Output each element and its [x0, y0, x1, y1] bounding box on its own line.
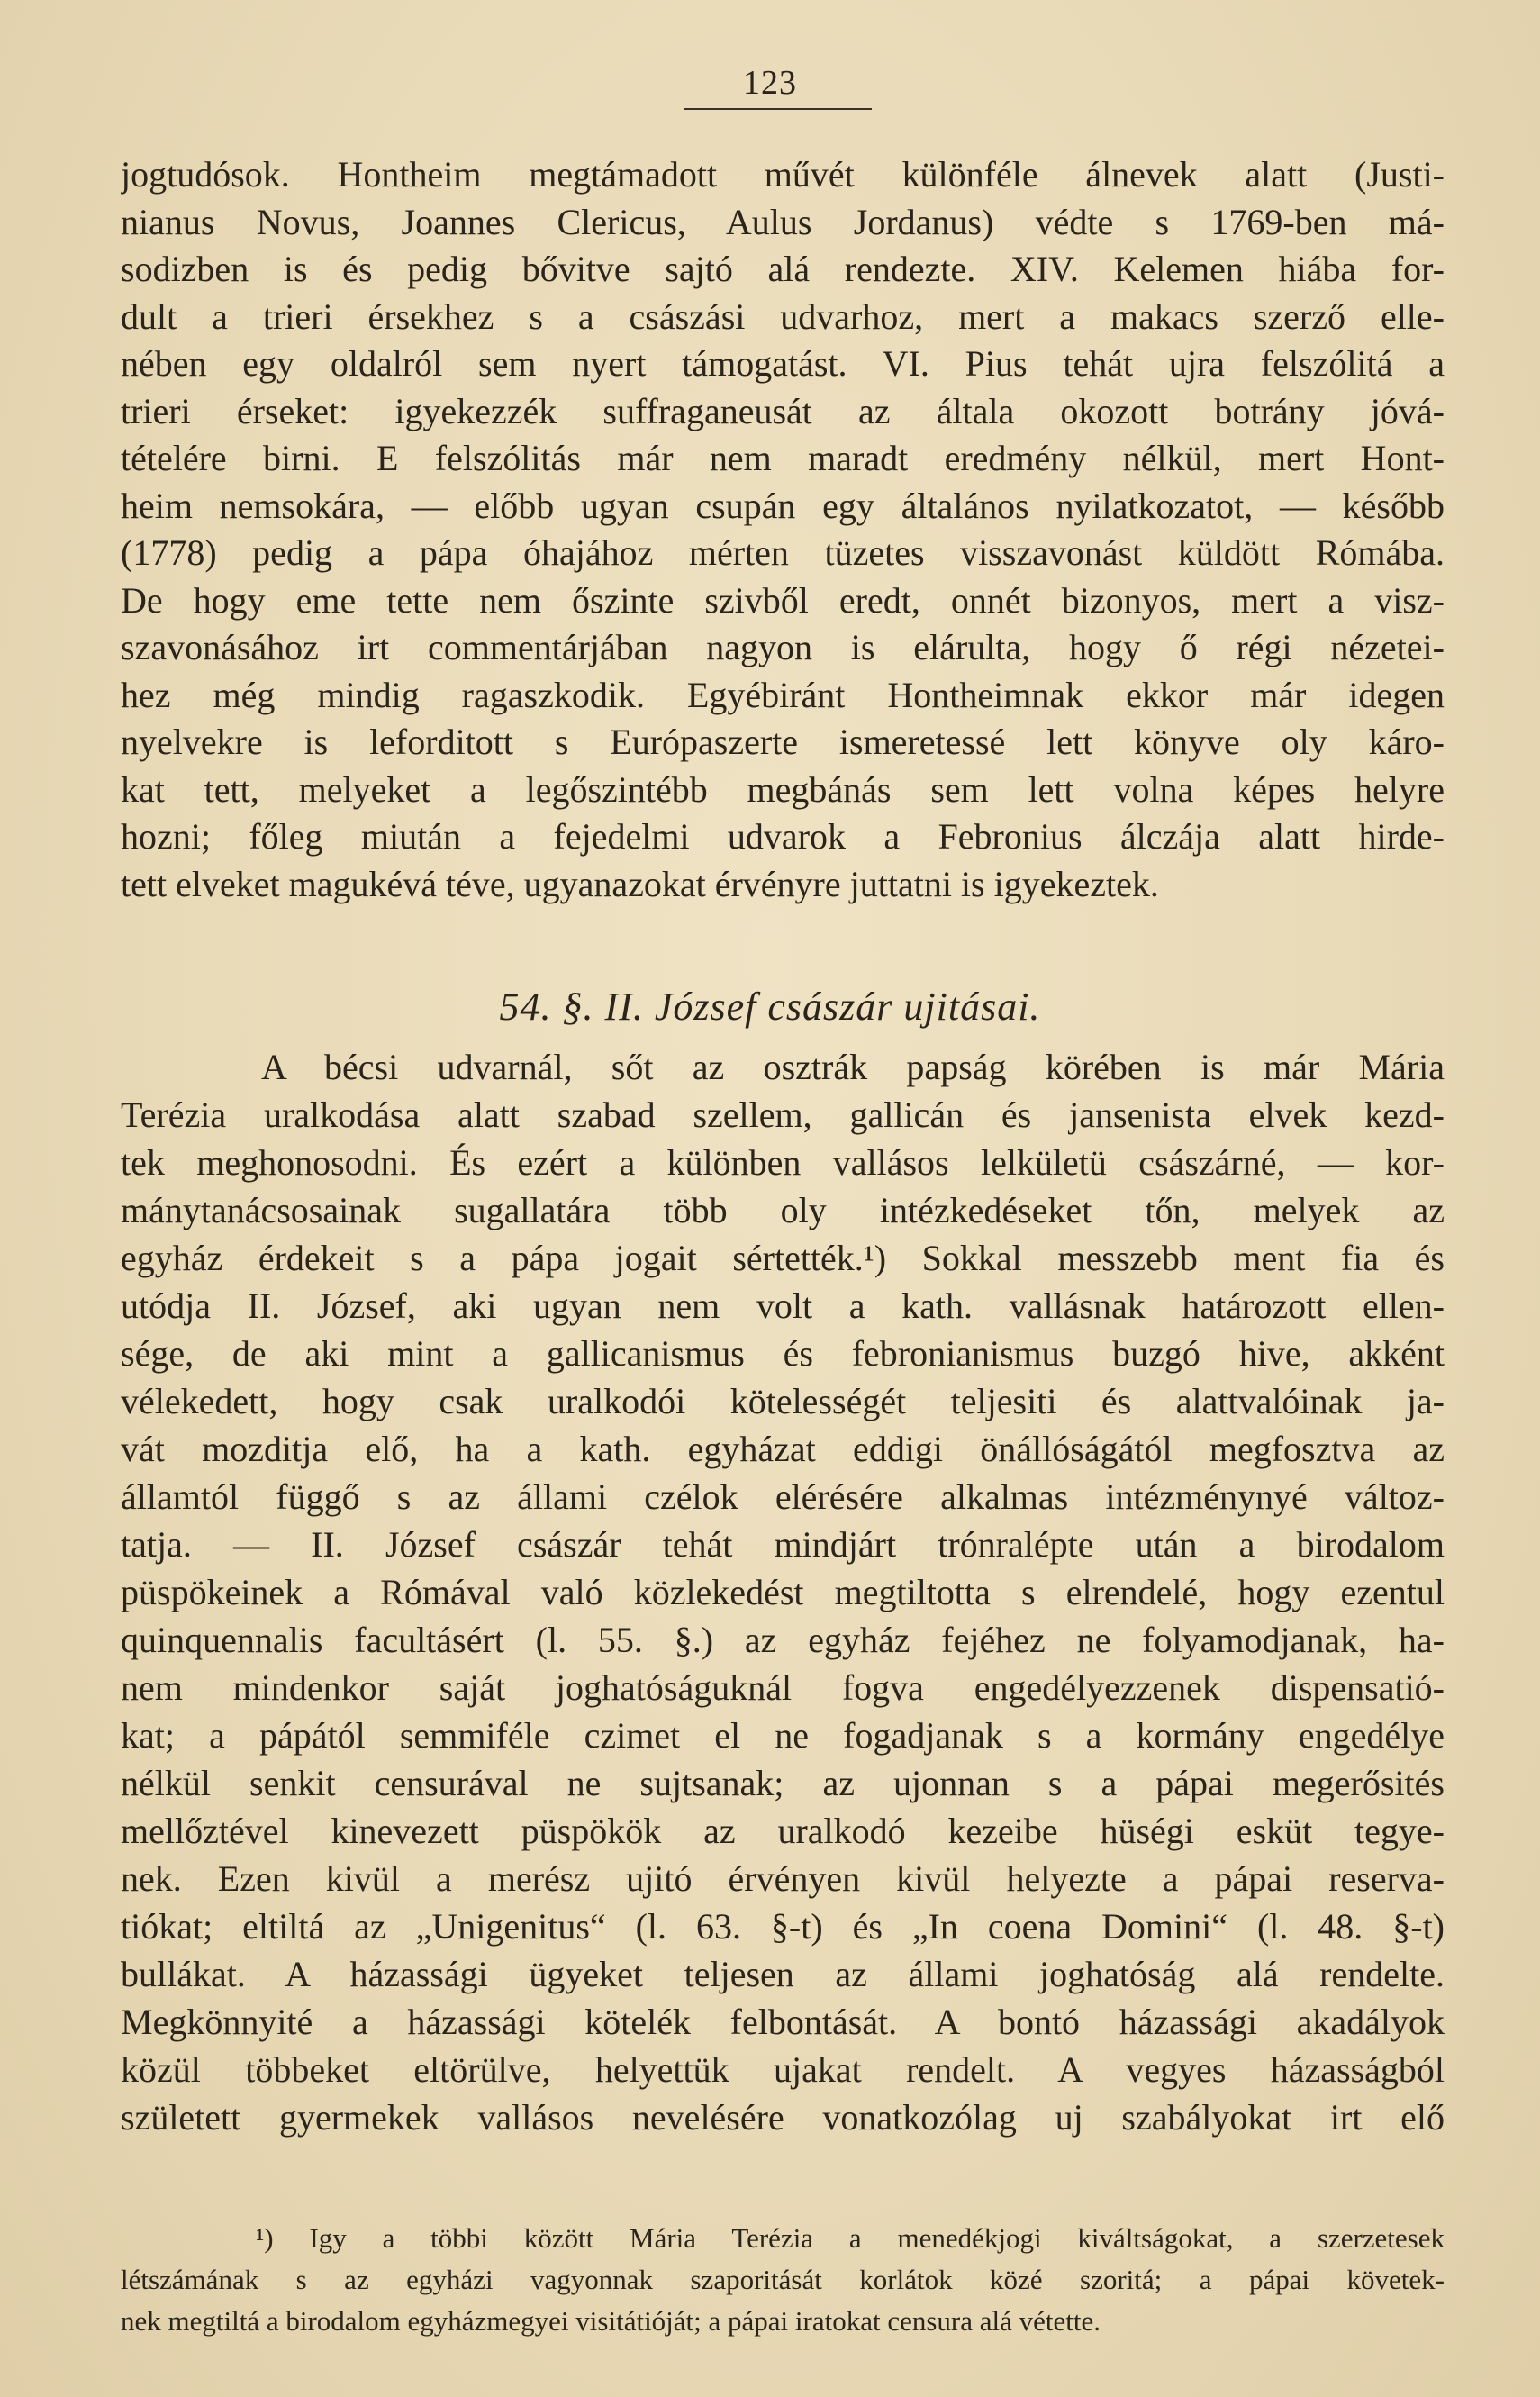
- text-line: nem mindenkor saját joghatóságuknál fogva engedélyezzenek dispensatió-: [121, 1667, 1445, 1708]
- text-line: nében egy oldalról sem nyert támogatást. VI. Pius tehát ujra felszólitá a: [121, 343, 1445, 384]
- text-line: hez még mindig ragaszkodik. Egyébiránt Hontheimnak ekkor már idegen: [121, 674, 1445, 715]
- footnote-line: ¹) Igy a többi között Mária Terézia a menedékjogi kiváltságokat, a szerzetesek: [256, 2222, 1445, 2254]
- text-line: Terézia uralkodása alatt szabad szellem, gallicán és jansenista elvek kezd-: [121, 1094, 1445, 1135]
- text-line: mellőztével kinevezett püspökök az uralkodó kezeibe hüségi esküt tegye-: [121, 1811, 1445, 1851]
- text-line: Megkönnyité a házassági kötelék felbontását. A bontó házassági akadályok: [121, 2002, 1445, 2042]
- text-line: vát mozditja elő, ha a kath. egyházat eddigi önállóságától megfosztva az: [121, 1429, 1445, 1469]
- text-line: jogtudósok. Hontheim megtámadott művét különféle álnevek alatt (Justi-: [121, 154, 1445, 195]
- text-line: (1778) pedig a pápa óhajához mérten tüzetes visszavonást küldött Rómába.: [121, 532, 1445, 573]
- text-line: kat tett, melyeket a legőszintébb megbánás sem lett volna képes helyre: [121, 768, 1445, 810]
- text-line: született gyermekek vallásos nevelésére vonatkozólag uj szabályokat irt elő: [121, 2097, 1445, 2138]
- text-line: tételére birni. E felszólitás már nem maradt eredmény nélkül, mert Hont-: [121, 438, 1445, 478]
- text-line: államtól függő s az állami czélok elérésére alkalmas intézménynyé változ-: [121, 1476, 1445, 1517]
- text-line: trieri érseket: igyekezzék suffraganeusát az általa okozott botrány jóvá-: [121, 390, 1445, 431]
- text-line: nélkül senkit censurával ne sujtsanak; az ujonnan s a pápai megerősités: [121, 1763, 1445, 1803]
- footnote-line: nek megtiltá a birodalom egyházmegyei visitátióját; a pápai iratokat censura alá vétette.: [121, 2305, 1101, 2337]
- text-line: nyelvekre is leforditott s Európaszerte ismeretessé lett könyve oly káro-: [121, 722, 1445, 762]
- text-line: sodizben is és pedig bővitve sajtó alá rendezte. XIV. Kelemen hiába for-: [121, 249, 1445, 289]
- text-line: nek. Ezen kivül a merész ujitó érvényen kivül helyezte a pápai reserva-: [121, 1858, 1445, 1899]
- text-line: dult a trieri érsekhez s a császási udvarhoz, mert a makacs szerző elle-: [121, 295, 1445, 337]
- text-line: tatja. — II. József császár tehát mindjárt trónralépte után a birodalom: [121, 1524, 1445, 1565]
- section-paragraph: [121, 1043, 1445, 2141]
- text-line: hozni; főleg miután a fejedelmi udvarok a Febronius álczája alatt hirde-: [121, 816, 1445, 857]
- footnote: [121, 2218, 1445, 2342]
- text-line: tek meghonosodni. És ezért a különben vallásos lelkületü császárné, — kor-: [121, 1142, 1445, 1183]
- page-number-rule: [684, 108, 872, 110]
- text-line: közül többeket eltörülve, helyettük ujakat rendelt. A vegyes házasságból: [121, 2049, 1445, 2090]
- text-line: tiókat; eltiltá az „Unigenitus“ (l. 63. §-t) és „In coena Domini“ (l. 48. §-t): [121, 1906, 1445, 1947]
- text-line: szavonásához irt commentárjában nagyon is elárulta, hogy ő régi nézetei-: [121, 627, 1445, 667]
- text-line: püspökeinek a Rómával való közlekedést megtiltotta s elrendelé, hogy ezentul: [121, 1572, 1445, 1612]
- paragraph-continuation: [121, 151, 1445, 908]
- text-line: De hogy eme tette nem őszinte szivből eredt, onnét bizonyos, mert a visz-: [121, 579, 1445, 621]
- text-line: mánytanácsosainak sugallatára több oly intézkedéseket tőn, melyek az: [121, 1190, 1445, 1230]
- text-line: tett elveket magukévá téve, ugyanazokat érvényre juttatni is igyekeztek.: [121, 863, 1159, 904]
- footnote-line: létszámának s az egyházi vagyonnak szaporitását korlátok közé szoritá; a pápai követek-: [121, 2264, 1445, 2295]
- text-line: egyház érdekeit s a pápa jogait sértették.¹) Sokkal messzebb ment fia és: [121, 1238, 1445, 1278]
- text-line: A bécsi udvarnál, sőt az osztrák papság körében is már Mária: [261, 1047, 1445, 1087]
- text-line: kat; a pápától semmiféle czimet el ne fogadjanak s a kormány engedélye: [121, 1715, 1445, 1756]
- text-line: sége, de aki mint a gallicanismus és febronianismus buzgó hive, akként: [121, 1333, 1445, 1374]
- text-line: nianus Novus, Joannes Clericus, Aulus Jordanus) védte s 1769-ben má-: [121, 201, 1445, 242]
- text-line: quinquennalis facultásért (l. 55. §.) az egyház fejéhez ne folyamodjanak, ha-: [121, 1620, 1445, 1660]
- section-heading: 54. §. II. József császár ujitásai.: [499, 985, 1041, 1029]
- text-line: bullákat. A házassági ügyeket teljesen az állami joghatóság alá rendelte.: [121, 1954, 1445, 1994]
- page-number: 123: [743, 64, 797, 102]
- text-line: heim nemsokára, — előbb ugyan csupán egy általános nyilatkozatot, — később: [121, 485, 1445, 526]
- text-line: utódja II. József, aki ugyan nem volt a kath. vallásnak határozott ellen-: [121, 1285, 1445, 1326]
- text-line: vélekedett, hogy csak uralkodói kötelességét teljesiti és alattvalóinak ja-: [121, 1381, 1445, 1421]
